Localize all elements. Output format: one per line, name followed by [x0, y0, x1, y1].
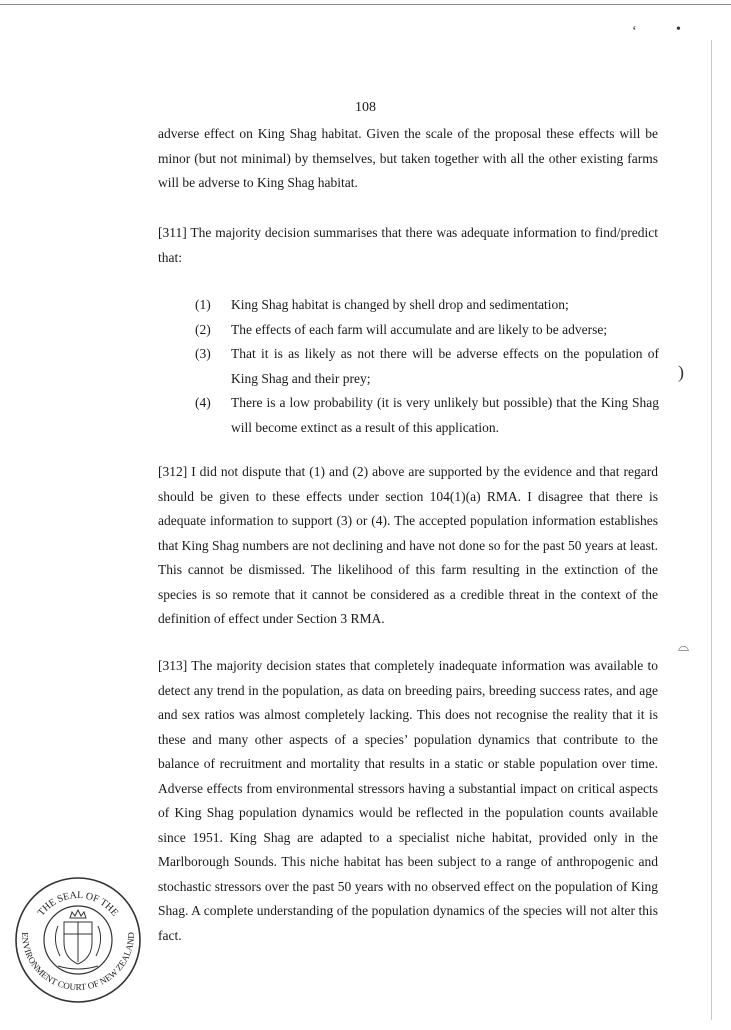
court-seal-icon — [14, 876, 142, 1004]
paragraph-313: [313] The majority decision states that completely inadequate information was available to detect any trend in the population, as data on breeding pairs, breeding success rates, and age and sex ratios was almost completely lacking. This does not recognise the reality that it is these and many other aspects of a species’ population dynamics that contribute to the balance of recruitment and mortality that results in a static or stable population over time. Adverse effects from environmental stressors having a substantial impact on critical aspects of King Shag population dynamics would be reflected in the population counts available since 1951. King Shag are adapted to a specialist niche habitat, provided only in the Marlborough Sounds. This niche habitat has been subject to a range of anthropogenic and stochastic stressors over the past 50 years with no observed effect on the population of King Shag. A complete understanding of the population dynamics of the species will not alter this fact. — [158, 658, 658, 943]
margin-bracket-icon: ) — [678, 362, 684, 382]
list-item-text: There is a low probability (it is very unlikely but possible) that the King Shag will become extinct as a result of this application. — [231, 395, 659, 435]
margin-dot-icon: • — [676, 22, 681, 37]
margin-mark-icon: ‘ — [632, 24, 637, 39]
list-item-text: The effects of each farm will accumulate and are likely to be adverse; — [231, 321, 608, 337]
list-item — [195, 342, 659, 391]
coat-of-arms-icon — [55, 910, 100, 969]
list-item-number: (3) — [195, 346, 211, 361]
margin-tick-icon: ⌓ — [678, 640, 690, 655]
scan-border-top — [0, 4, 731, 5]
list-item — [195, 391, 659, 440]
list-item — [195, 318, 659, 343]
paragraph-continuation: adverse effect on King Shag habitat. Given the scale of the proposal these effects will be minor (but not minimal) by themselves, but taken together with all the other existing farms will be adverse to King Shag habitat. — [158, 126, 658, 190]
findings-list — [195, 293, 659, 440]
paragraph-311: [311] The majority decision summarises that there was adequate information to find/predict that: — [158, 225, 658, 265]
seal-top-text: THE SEAL OF THE — [35, 889, 121, 919]
list-item — [195, 293, 659, 318]
paragraph-312: [312] I did not dispute that (1) and (2) above are supported by the evidence and that regard should be given to these effects under section 104(1)(a) RMA. I disagree that there is adequate information to support (3) or (4). The accepted population information establishes that King Shag numbers are not declining and have not done so for the past 50 years at least. This cannot be dismissed. The likelihood of this farm resulting in the extinction of the species is so remote that it cannot be considered as a credible threat in the context of the definition of effect under Section 3 RMA. — [158, 464, 658, 626]
list-item-text: King Shag habitat is changed by shell drop and sedimentation; — [231, 297, 569, 312]
list-item-number: (4) — [195, 395, 211, 410]
page-number: 108 — [355, 100, 376, 115]
scan-border-right — [711, 40, 712, 1020]
list-item-number: (2) — [195, 321, 211, 337]
seal-bottom-text: ENVIRONMENT COURT OF NEW ZEALAND — [19, 932, 137, 993]
list-item-number: (1) — [195, 297, 211, 312]
list-item-text: That it is as likely as not there will be adverse effects on the population of King Shag and their prey; — [231, 346, 659, 386]
